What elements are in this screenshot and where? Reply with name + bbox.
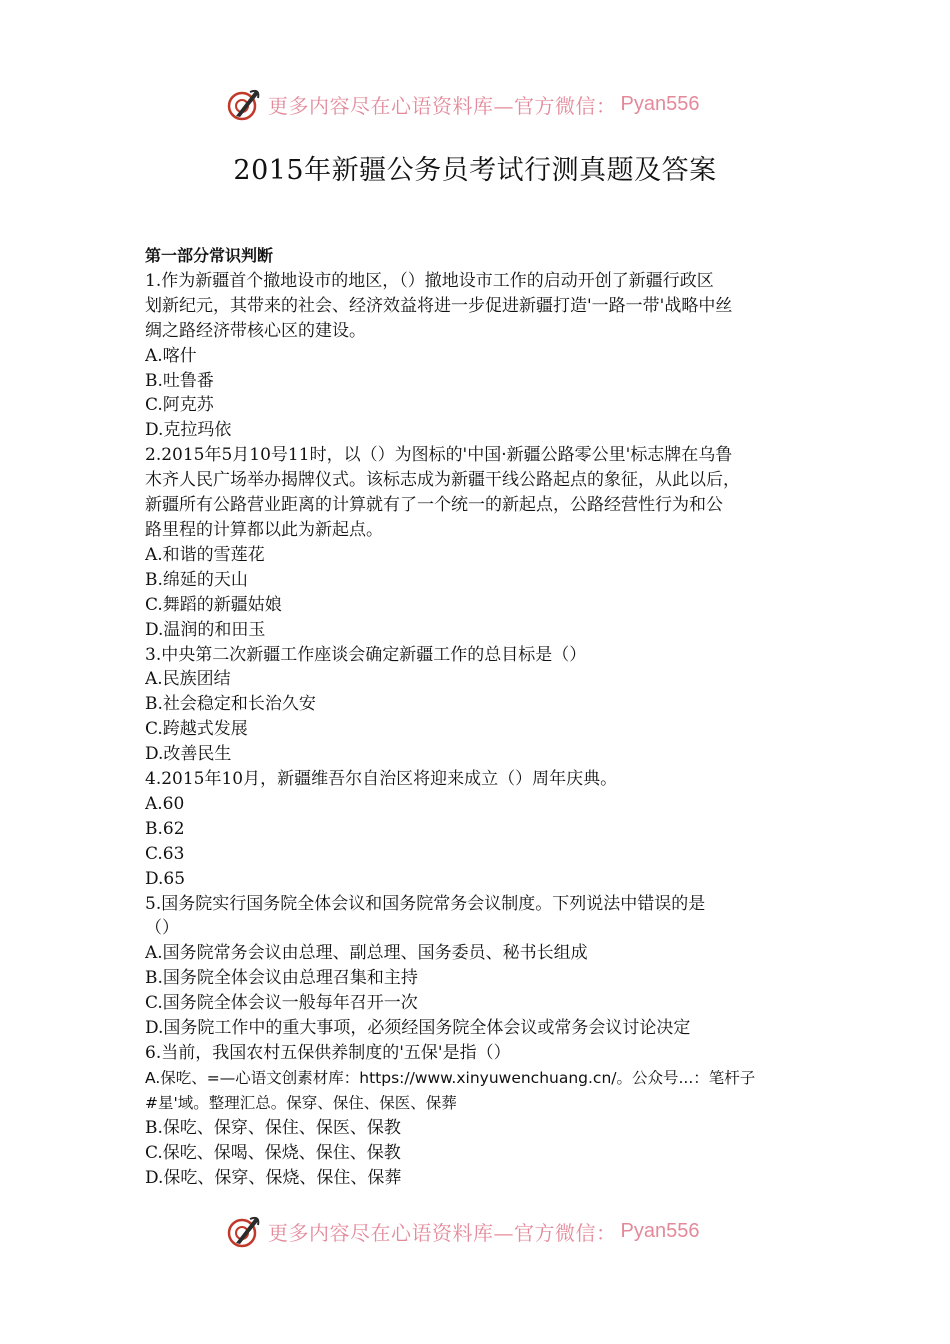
q6-option-b: B.保吃、保穿、保住、保医、保教 [145, 1117, 401, 1138]
q6-option-a-line-2: #星'域。整理汇总。保穿、保住、保医、保葬 [145, 1093, 457, 1112]
q5-option-b: B.国务院全体会议由总理召集和主持 [145, 968, 418, 989]
q4-option-d: D.65 [145, 868, 186, 889]
q1-option-a: A.喀什 [145, 345, 197, 366]
q3-option-b: B.社会稳定和长治久安 [145, 694, 316, 715]
header-watermark-banner [226, 84, 746, 124]
q3-option-d: D.改善民生 [145, 744, 232, 765]
q1-option-b: B.吐鲁番 [145, 370, 214, 391]
question-1-line-2: 划新纪元，其带来的社会、经济效益将进一步促进新疆打造'一路一带'战略中丝 [145, 295, 733, 316]
section-heading: 第一部分常识判断 [145, 246, 274, 265]
q2-option-b: B.绵延的天山 [145, 569, 248, 590]
question-2-line-1: 2.2015年5月10号11时，以（）为图标的'中国·新疆公路零公里'标志牌在乌鲁 [145, 445, 733, 466]
q2-option-c: C.舞蹈的新疆姑娘 [145, 594, 282, 615]
question-5-line-2: （） [145, 918, 179, 939]
q6-option-c: C.保吃、保喝、保烧、保住、保教 [145, 1142, 401, 1163]
footer-watermark-banner [226, 1211, 746, 1251]
q6-option-a-line-1: A.保吃、=—心语文创素材库：https://www.xinyuwenchuang.cn/。公众号...：笔杆子 [145, 1068, 756, 1087]
document-title: 2015年新疆公务员考试行测真题及答案 [233, 155, 717, 186]
q5-option-a: A.国务院常务会议由总理、副总理、国务委员、秘书长组成 [145, 943, 588, 964]
question-1-line-1: 1.作为新疆首个撤地设市的地区，（）撤地设市工作的启动开创了新疆行政区 [145, 270, 714, 291]
document-body [145, 244, 810, 1190]
question-3: 3.中央第二次新疆工作座谈会确定新疆工作的总目标是（） [145, 644, 587, 665]
q4-option-a: A.60 [145, 793, 185, 814]
quill-logo-icon [226, 1213, 262, 1249]
q3-option-c: C.跨越式发展 [145, 719, 248, 740]
q2-option-d: D.温润的和田玉 [145, 619, 266, 640]
question-4: 4.2015年10月，新疆维吾尔自治区将迎来成立（）周年庆典。 [145, 769, 618, 790]
q5-option-c: C.国务院全体会议一般每年召开一次 [145, 993, 418, 1014]
q5-option-d: D.国务院工作中的重大事项，必须经国务院全体会议或常务会议讨论决定 [145, 1018, 691, 1039]
q6-option-d: D.保吃、保穿、保烧、保住、保葬 [145, 1167, 402, 1188]
question-5-line-1: 5.国务院实行国务院全体会议和国务院常务会议制度。下列说法中错误的是 [145, 893, 706, 914]
q1-option-c: C.阿克苏 [145, 395, 214, 416]
q2-option-a: A.和谐的雪莲花 [145, 544, 265, 565]
question-2-line-4: 路里程的计算都以此为新起点。 [145, 519, 383, 540]
q4-option-c: C.63 [145, 843, 185, 864]
quill-logo-icon [226, 86, 262, 122]
banner-text: 更多内容尽在心语资料库—官方微信： [268, 93, 617, 118]
banner-text: 更多内容尽在心语资料库—官方微信： [268, 1220, 617, 1245]
q3-option-a: A.民族团结 [145, 669, 231, 690]
banner-wechat-id: Pyan556 [620, 92, 700, 115]
q4-option-b: B.62 [145, 818, 185, 839]
question-6: 6.当前，我国农村五保供养制度的'五保'是指（） [145, 1043, 511, 1063]
question-1-line-3: 绸之路经济带核心区的建设。 [145, 320, 366, 341]
banner-wechat-id: Pyan556 [620, 1219, 700, 1242]
question-2-line-3: 新疆所有公路营业距离的计算就有了一个统一的新起点，公路经营性行为和公 [145, 495, 723, 516]
q1-option-d: D.克拉玛依 [145, 420, 232, 441]
question-2-line-2: 木齐人民广场举办揭牌仪式。该标志成为新疆干线公路起点的象征，从此以后， [145, 470, 740, 491]
